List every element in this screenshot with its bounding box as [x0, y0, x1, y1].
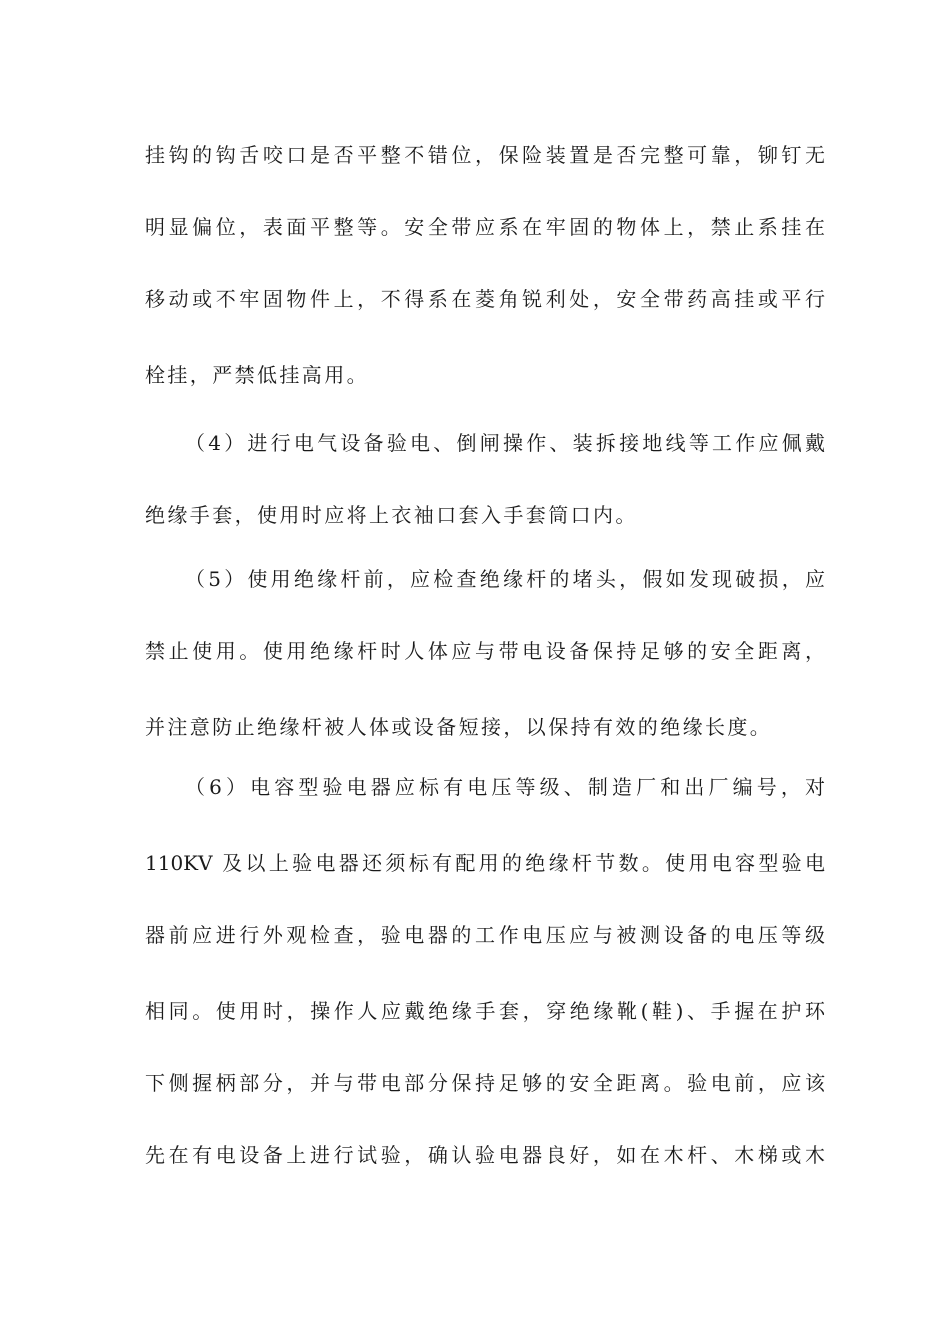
- text-line: 先在有电设备上进行试验，确认验电器良好，如在木杆、木梯或木: [145, 1143, 825, 1167]
- text-line: 禁止使用。使用绝缘杆时人体应与带电设备保持足够的安全距离，: [145, 639, 825, 663]
- text-line: 下侧握柄部分，并与带电部分保持足够的安全距离。验电前，应该: [145, 1071, 825, 1095]
- text-line: 并注意防止绝缘杆被人体或设备短接，以保持有效的绝缘长度。: [145, 715, 773, 739]
- text-line: 相同。使用时，操作人应戴绝缘手套，穿绝缘靴(鞋)、手握在护环: [145, 999, 825, 1023]
- text-line: 挂钩的钩舌咬口是否平整不错位，保险装置是否完整可靠，铆钉无: [145, 143, 825, 167]
- text-line: 栓挂，严禁低挂高用。: [145, 363, 369, 387]
- paragraph-start-line: （6）电容型验电器应标有电压等级、制造厂和出厂编号，对: [185, 775, 825, 799]
- text-line: 绝缘手套，使用时应将上衣袖口套入手套筒口内。: [145, 503, 638, 527]
- text-line: 明显偏位，表面平整等。安全带应系在牢固的物体上，禁止系挂在: [145, 215, 825, 239]
- text-line: 移动或不牢固物件上，不得系在菱角锐利处，安全带药高挂或平行: [145, 287, 825, 311]
- paragraph-start-line: （4）进行电气设备验电、倒闸操作、装拆接地线等工作应佩戴: [185, 431, 825, 455]
- paragraph-start-line: （5）使用绝缘杆前，应检查绝缘杆的堵头，假如发现破损，应: [185, 567, 825, 591]
- text-line: 器前应进行外观检查，验电器的工作电压应与被测设备的电压等级: [145, 923, 825, 947]
- text-line: 110KV 及以上验电器还须标有配用的绝缘杆节数。使用电容型验电: [145, 851, 825, 875]
